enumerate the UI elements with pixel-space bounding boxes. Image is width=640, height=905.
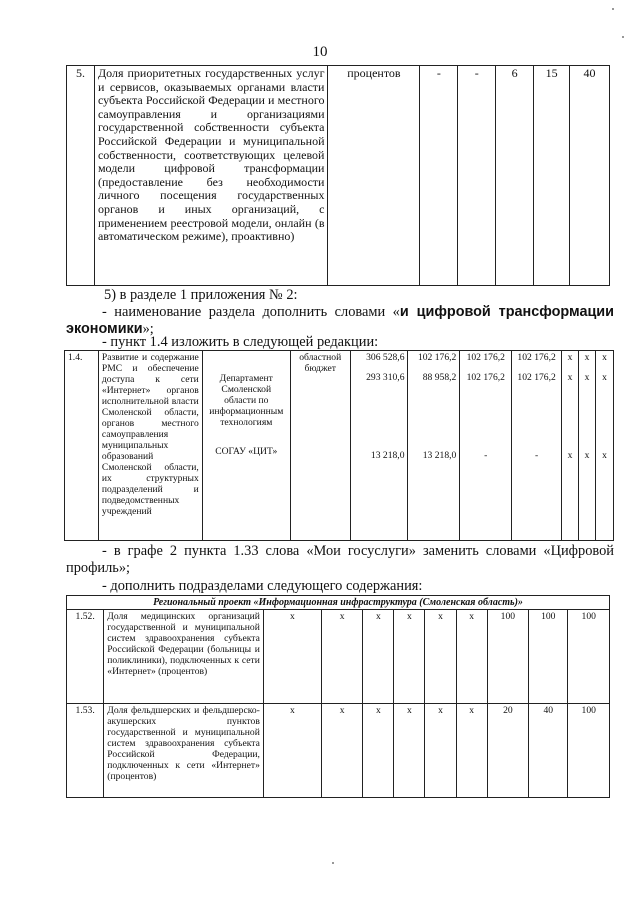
executor-department: Департамент Смоленской области по информационным технологиям [209, 373, 284, 428]
table-row [67, 66, 610, 286]
year3-cell: 102 176,2 102 176,2 - [512, 351, 562, 541]
table-header-row [67, 596, 610, 610]
value-cell: 40 [570, 66, 610, 286]
row-number: 1.52. [67, 610, 104, 704]
value-cell: 100 [568, 704, 610, 798]
year1-cell: 102 176,2 88 958,2 13 218,0 [408, 351, 460, 541]
regional-project-table [66, 595, 610, 798]
value-cell: 100 [487, 610, 528, 704]
value-cell: - [458, 66, 496, 286]
row-number: 1.53. [67, 704, 104, 798]
paragraph-add-subsections: - дополнить подразделами следующего содержания: [102, 578, 423, 594]
value-cell: 20 [487, 704, 528, 798]
x-cell: x [321, 704, 362, 798]
indicator-description: Доля приоритетных государственных услуг и сервисов, оказываемых органами власти субъекта Российской Федерации и местного самоуправления и организациями государственной собственности субъекта Российской Федерации и муниципальной собственности, соответствующих целевой модели цифровой трансформации (предоставление без необходимости личного посещения государственных органов и иных организаций, с применением реестровой модели, онлайн (в автоматическом режиме), проактивно) [94, 66, 328, 286]
x-cell: x [394, 704, 425, 798]
indicator-description: Доля медицинских организаций государственной и муниципальной систем здравоохранения субъекта Российской Федерации (больницы и поликлиники), подключенных к сети «Интернет» (процентов) [104, 610, 264, 704]
row-number: 1.4. [65, 351, 99, 541]
x-cell: x [394, 610, 425, 704]
x-cell: x x x [562, 351, 579, 541]
scan-speck [612, 8, 614, 10]
x-cell: x [263, 704, 321, 798]
year2-cell: 102 176,2 102 176,2 - [460, 351, 512, 541]
page-number: 10 [312, 44, 328, 60]
total-cell: 306 528,6 293 310,6 13 218,0 [350, 351, 408, 541]
x-cell: x [321, 610, 362, 704]
table-row [67, 704, 610, 798]
paragraph-item-5: 5) в разделе 1 приложения № 2: [104, 287, 298, 303]
executors-cell [202, 351, 290, 541]
executor-sogau: СОГАУ «ЦИТ» [215, 446, 278, 457]
unit-cell: процентов [328, 66, 420, 286]
table-row [67, 610, 610, 704]
value-cell: 100 [529, 610, 568, 704]
x-cell: x [363, 610, 394, 704]
row-number: 5. [67, 66, 95, 286]
value-cell: 15 [534, 66, 570, 286]
x-cell: x [425, 704, 456, 798]
x-cell: x [456, 610, 487, 704]
value-cell: 6 [496, 66, 534, 286]
x-cell: x [263, 610, 321, 704]
paragraph-item-1-33: - в графе 2 пункта 1.33 слова «Мои госуслуги» заменить словами «Цифровой профиль»; [66, 543, 614, 576]
value-cell: 40 [529, 704, 568, 798]
paragraph-rename-section: - наименование раздела дополнить словами «и цифровой трансформации экономики»; [66, 304, 614, 337]
x-cell: x [425, 610, 456, 704]
table-row [65, 351, 614, 541]
x-cell: x [456, 704, 487, 798]
value-cell: 100 [568, 610, 610, 704]
activity-description: Развитие и содержание РМС и обеспечение доступа к сети «Интернет» органов исполнительной власти Смоленской области, органов местного самоуправления муниципальных образований Смоленской области, их структурных подразделений и подведомственных учреждений [98, 351, 202, 541]
funding-source: областной бюджет [290, 351, 350, 541]
indicator-table [66, 65, 610, 286]
value-cell: - [420, 66, 458, 286]
bold-phrase: и цифровой трансформации экономики [66, 304, 614, 337]
x-cell: x [363, 704, 394, 798]
scan-speck [332, 862, 334, 864]
indicator-description: Доля фельдшерских и фельдшерско-акушерских пунктов государственной и муниципальной систем здравоохранения субъекта Российской Федерации, подключенных к сети «Интернет» (процентов) [104, 704, 264, 798]
program-table [64, 350, 614, 541]
x-cell: x x x [595, 351, 613, 541]
x-cell: x x x [578, 351, 595, 541]
section-header: Региональный проект «Информационная инфраструктура (Смоленская область)» [67, 596, 610, 610]
scan-speck [622, 36, 624, 38]
paragraph-item-1-4: - пункт 1.4 изложить в следующей редакции: [102, 334, 379, 350]
